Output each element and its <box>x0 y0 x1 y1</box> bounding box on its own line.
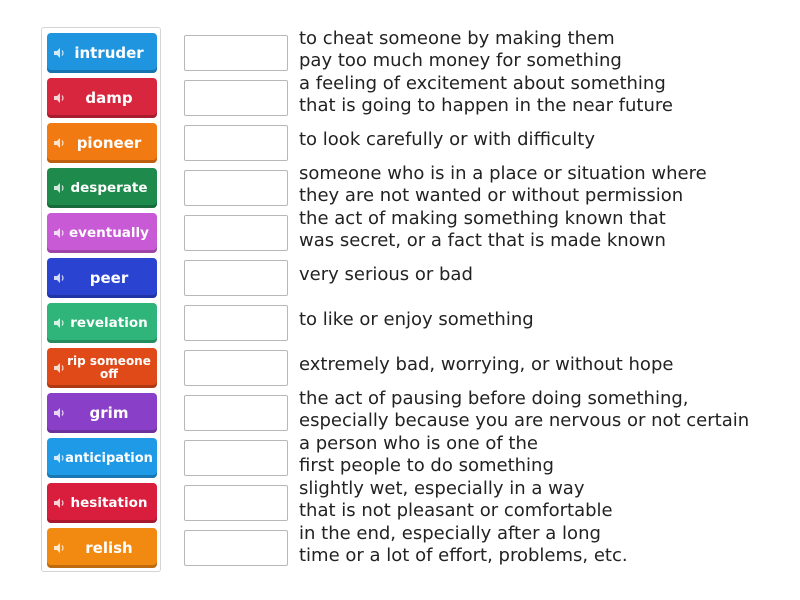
answer-slot-2[interactable] <box>184 80 288 116</box>
word-label: relish <box>85 539 133 557</box>
word-label: grim <box>89 404 129 422</box>
definition-12 <box>299 523 769 567</box>
answer-slot-12[interactable] <box>184 530 288 566</box>
answer-slot-4[interactable] <box>184 170 288 206</box>
speaker-icon <box>54 273 66 283</box>
answer-slot-8[interactable] <box>184 350 288 386</box>
definition-2 <box>299 73 769 117</box>
word-tile-revelation[interactable] <box>47 303 157 343</box>
word-tile-peer[interactable] <box>47 258 157 298</box>
word-label: eventually <box>69 225 149 241</box>
definition-7 <box>299 309 769 331</box>
speaker-icon <box>54 93 66 103</box>
speaker-icon <box>54 363 66 373</box>
definition-line: that is not pleasant or comfortable <box>299 500 613 521</box>
definition-4 <box>299 163 769 207</box>
definition-line: someone who is in a place or situation where <box>299 163 707 184</box>
definition-line: the act of making something known that <box>299 208 666 229</box>
answer-slot-5[interactable] <box>184 215 288 251</box>
speaker-icon <box>54 498 66 508</box>
definition-line: to look carefully or with difficulty <box>299 129 595 150</box>
word-tile-anticipation[interactable] <box>47 438 157 478</box>
word-tile-desperate[interactable] <box>47 168 157 208</box>
definition-line: to cheat someone by making them <box>299 28 615 49</box>
definition-line: was secret, or a fact that is made known <box>299 230 666 251</box>
answer-slot-9[interactable] <box>184 395 288 431</box>
answer-slot-7[interactable] <box>184 305 288 341</box>
word-tile-relish[interactable] <box>47 528 157 568</box>
definition-line: a person who is one of the <box>299 433 538 454</box>
definition-8 <box>299 354 769 376</box>
word-tile-intruder[interactable] <box>47 33 157 73</box>
definition-line: slightly wet, especially in a way <box>299 478 585 499</box>
word-label: pioneer <box>76 134 142 152</box>
definition-line: time or a lot of effort, problems, etc. <box>299 545 628 566</box>
answer-slot-11[interactable] <box>184 485 288 521</box>
speaker-icon <box>54 318 66 328</box>
speaker-icon <box>54 138 66 148</box>
speaker-icon <box>54 543 66 553</box>
word-tile-damp[interactable] <box>47 78 157 118</box>
answer-slot-3[interactable] <box>184 125 288 161</box>
answer-slot-6[interactable] <box>184 260 288 296</box>
definition-line: first people to do something <box>299 455 554 476</box>
definition-5 <box>299 208 769 252</box>
word-tile-grim[interactable] <box>47 393 157 433</box>
word-label: hesitation <box>70 495 148 511</box>
definition-line: pay too much money for something <box>299 50 622 71</box>
definition-line: especially because you are nervous or not certain <box>299 410 750 431</box>
word-tile-pioneer[interactable] <box>47 123 157 163</box>
answer-slot-10[interactable] <box>184 440 288 476</box>
definition-line: the act of pausing before doing something, <box>299 388 689 409</box>
definition-3 <box>299 129 769 151</box>
definition-line: a feeling of excitement about something <box>299 73 666 94</box>
speaker-icon <box>54 228 66 238</box>
speaker-icon <box>54 183 66 193</box>
definition-11 <box>299 478 769 522</box>
definition-line: in the end, especially after a long <box>299 523 601 544</box>
word-tile-eventually[interactable] <box>47 213 157 253</box>
answer-slot-1[interactable] <box>184 35 288 71</box>
word-label: revelation <box>70 315 148 331</box>
definition-9 <box>299 388 769 432</box>
definition-6 <box>299 264 769 286</box>
word-label: anticipation <box>65 450 153 466</box>
definition-line: to like or enjoy something <box>299 309 534 330</box>
word-label: damp <box>85 89 133 107</box>
word-panel <box>41 27 161 572</box>
definition-line: that is going to happen in the near future <box>299 95 673 116</box>
speaker-icon <box>54 48 66 58</box>
word-label: desperate <box>70 180 148 196</box>
definition-line: extremely bad, worrying, or without hope <box>299 354 674 375</box>
word-label: peer <box>89 269 129 287</box>
word-tile-hesitation[interactable] <box>47 483 157 523</box>
word-tile-rip-someone-off[interactable] <box>47 348 157 388</box>
definition-1 <box>299 28 769 72</box>
speaker-icon <box>54 453 66 463</box>
definition-line: very serious or bad <box>299 264 473 285</box>
definition-line: they are not wanted or without permission <box>299 185 684 206</box>
word-label: rip someone off <box>67 354 151 381</box>
speaker-icon <box>54 408 66 418</box>
definition-10 <box>299 433 769 477</box>
word-label: intruder <box>74 44 144 62</box>
